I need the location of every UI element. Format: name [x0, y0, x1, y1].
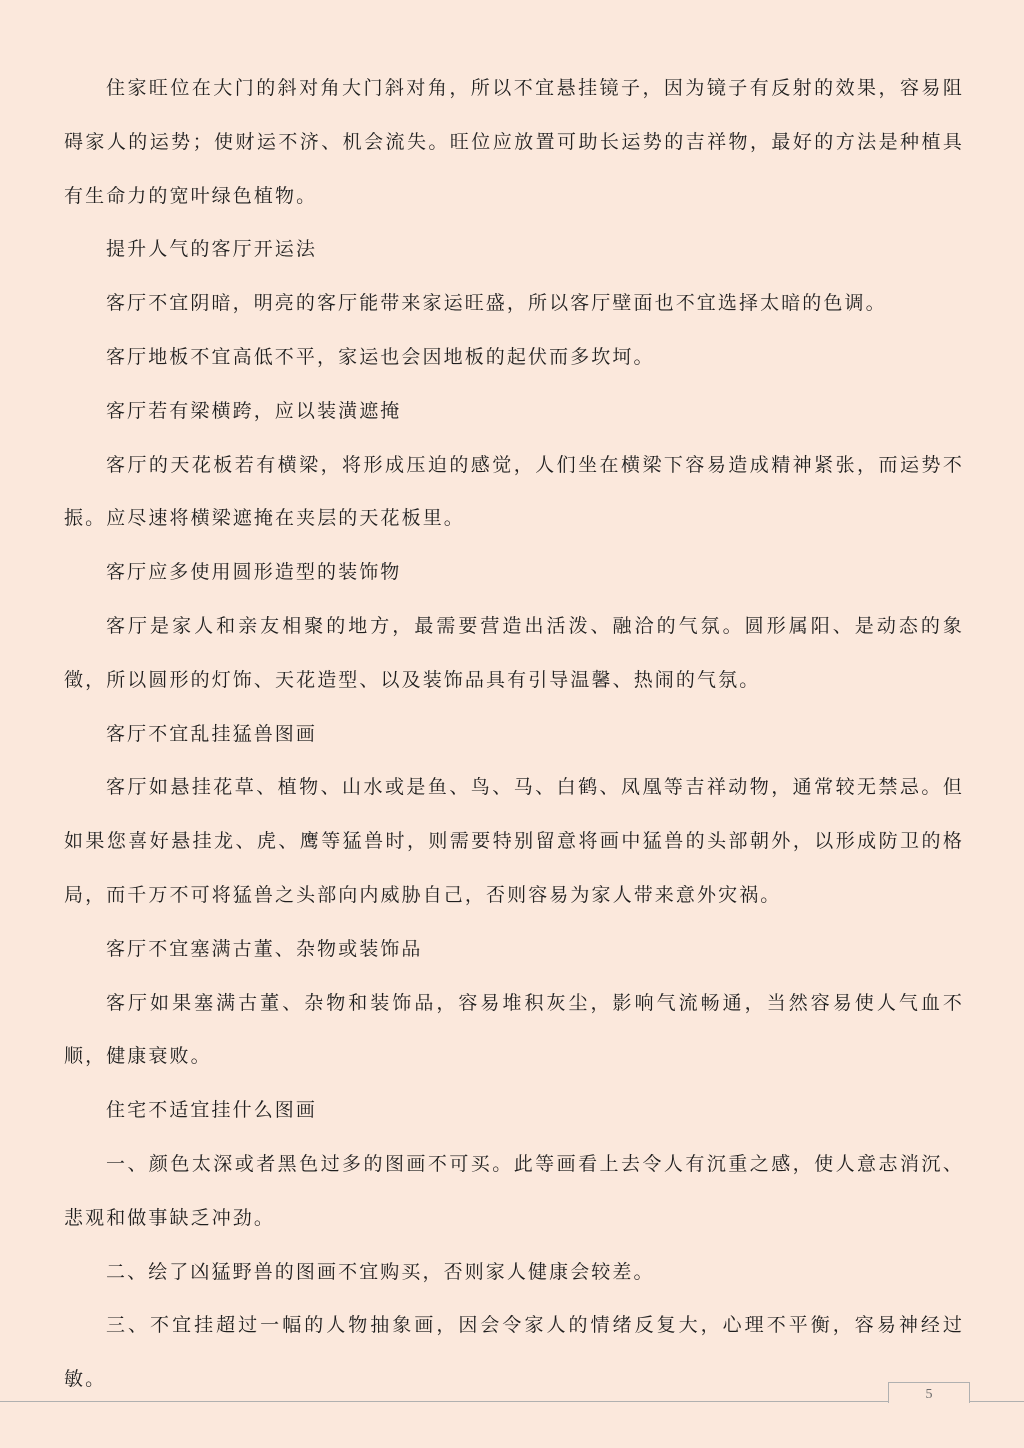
section-heading-beam: 客厅若有梁横跨，应以装潢遮掩 [106, 399, 402, 422]
section-heading-beast-paintings: 客厅不宜乱挂猛兽图画 [106, 722, 318, 745]
paragraph-bright-living-room: 客厅不宜阴暗，明亮的客厅能带来家运旺盛，所以客厅壁面也不宜选择太暗的色调。 [106, 292, 887, 315]
paragraph-list-item-2: 二、绘了凶猛野兽的图画不宜购买，否则家人健康会较差。 [106, 1260, 655, 1283]
paragraph-wangwei: 住家旺位在大门的斜对角大门斜对角，所以不宜悬挂镜子，因为镜子有反射的效果，容易阻碍家人的运势；使财运不济、机会流失。旺位应放置可助长运势的吉祥物，最好的方法是种植具有生命力的宽叶绿色植物。 [64, 77, 964, 207]
paragraph-round-decor: 客厅是家人和亲友相聚的地方，最需要营造出活泼、融洽的气氛。圆形属阳、是动态的象徵，所以圆形的灯饰、天花造型、以及装饰品具有引导温馨、热闹的气氛。 [64, 614, 964, 691]
paragraph-beast-paintings: 客厅如悬挂花草、植物、山水或是鱼、鸟、马、白鹤、凤凰等吉祥动物，通常较无禁忌。但如果您喜好悬挂龙、虎、鹰等猛兽时，则需要特别留意将画中猛兽的头部朝外，以形成防卫的格局，而千万不可将猛兽之头部向内威胁自己，否则容易为家人带来意外灾祸。 [64, 776, 964, 906]
section-heading-clutter: 客厅不宜塞满古董、杂物或装饰品 [106, 937, 423, 960]
document-body [64, 62, 964, 1407]
paragraph-list-item-3: 三、不宜挂超过一幅的人物抽象画，因会令家人的情绪反复大，心理不平衡，容易神经过敏。 [64, 1314, 964, 1391]
paragraph-beam: 客厅的天花板若有横梁，将形成压迫的感觉，人们坐在横梁下容易造成精神紧张，而运势不振。应尽速将横梁遮掩在夹层的天花板里。 [64, 453, 964, 530]
paragraph-list-item-1: 一、颜色太深或者黑色过多的图画不可买。此等画看上去令人有沉重之感，使人意志消沉、悲观和做事缺乏冲劲。 [64, 1152, 964, 1229]
paragraph-clutter: 客厅如果塞满古董、杂物和装饰品，容易堆积灰尘，影响气流畅通，当然容易使人气血不顺，健康衰败。 [64, 991, 964, 1068]
section-heading-unsuitable-paintings: 住宅不适宜挂什么图画 [106, 1099, 318, 1122]
section-heading-round-decor: 客厅应多使用圆形造型的装饰物 [106, 561, 402, 584]
section-heading-renqi: 提升人气的客厅开运法 [106, 238, 318, 261]
paragraph-floor-level: 客厅地板不宜高低不平，家运也会因地板的起伏而多坎坷。 [106, 345, 655, 368]
page-number: 5 [888, 1382, 970, 1403]
footer-rule [0, 1401, 1024, 1402]
